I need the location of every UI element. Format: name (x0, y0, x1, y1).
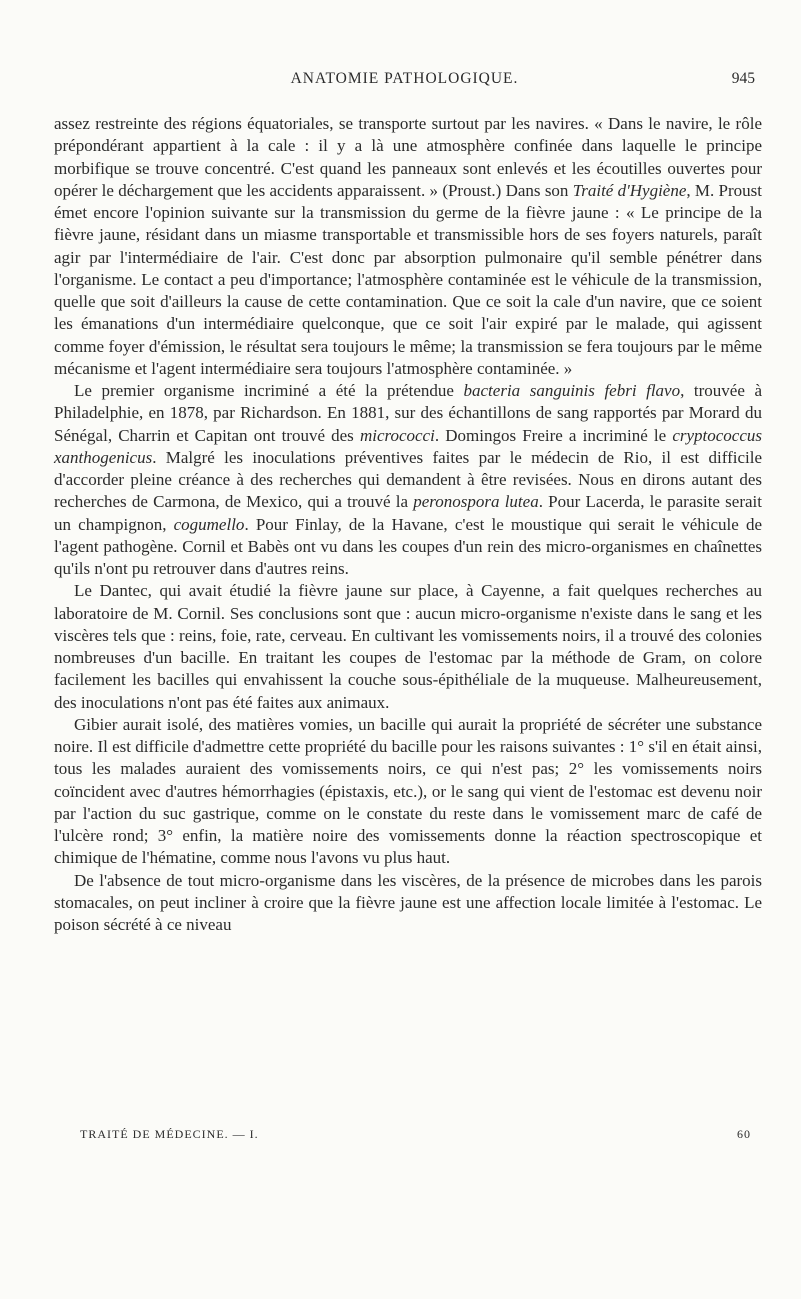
italic-term: cogumello (173, 514, 245, 534)
text-run: . Pour Lacerda, le parasite serait un champignon, (54, 492, 762, 534)
body-text (54, 113, 762, 936)
italic-term: cryptococcus xanthogenicus (54, 425, 762, 467)
text-run: , M. Proust émet encore l'opinion suivante sur la transmission du germe de la fièvre jaune : « Le principe de la fièvre jaune, résidant dans un miasme transportable et transmissible hors de ses foyers naturels, paraît agir par l'intermédiaire de l'air. C'est donc par absorption pulmonaire qu'il semble pénétrer dans l'organisme. Le contact a peu d'importance; l'atmosphère contaminée est le véhicule de la transmission, quelle que soit d'ailleurs la cause de cette contamination. Que ce soit la cale d'un navire, que ce soient les émanations d'un intermédiaire quelconque, que ce soit l'air expiré par le malade, qui agissent comme foyer d'émission, le résultat sera toujours le même; la transmission se fera toujours par le même mécanisme et l'agent intermédiaire sera toujours l'atmosphère contaminée. » (54, 180, 763, 378)
text-run: Le premier organisme incriminé a été la prétendue (74, 381, 464, 400)
paragraph (54, 580, 762, 714)
paragraph (54, 380, 762, 580)
text-run: . Malgré les inoculations préventives faites par le médecin de Rio, il est difficile d'accorder pleine créance à des recherches qui demandent à être revisées. Nous en dirons autant des recherches de Carmona, de Mexico, qui a trouvé la (54, 447, 762, 512)
italic-term: peronospora lutea (413, 492, 539, 512)
text-run: Le Dantec, qui avait étudié la fièvre jaune sur place, à Cayenne, a fait quelques recherches au laboratoire de M. Cornil. Ses conclusions sont que : aucun micro-organisme n'existe dans le sang et les viscères tels que : reins, foie, rate, cerveau. En cultivant les vomissements noirs, il a trouvé des colonies nombreuses d'un bacille. En traitant les coupes de l'estomac par la méthode de Gram, on colore facilement les bacilles qui envahissent la couche sous-épithéliale de la muqueuse. Malheureusement, des inoculations n'ont pas été faites aux animaux. (54, 581, 762, 712)
text-run: , trouvée à Philadelphie, en 1878, par Richardson. En 1881, sur des échantillons de sang rapportés par Morard du Sénégal, Charrin et Capitan ont trouvé des (54, 381, 762, 445)
text-run: assez restreinte des régions équatoriales, se transporte surtout par les navires. « Dans le navire, le rôle prépondérant appartient à la cale : il y a là une atmosphère confinée dans laquelle le principe morbifique se trouve concentré. C'est quand les panneaux sont enlevés et les écoutilles ouvertes pour opérer le déchargement que les accidents apparaissent. » (Proust.) Dans son (54, 114, 762, 200)
printer-signature: TRAITÉ DE MÉDECINE. — I. (80, 1127, 259, 1141)
text-run: . Pour Finlay, de la Havane, c'est le moustique qui serait le véhicule de l'agent pathogène. Cornil et Babès ont vu dans les coupes d'un rein des micro-organismes en chaînettes qu'ils n'ont pu retrouver dans d'autres reins. (54, 514, 762, 578)
paragraph (54, 870, 762, 937)
text-run: De l'absence de tout micro-organisme dans les viscères, de la présence de microbes dans les parois stomacales, on peut incliner à croire que la fièvre jaune est une affection locale limitée à l'estomac. Le poison sécrété à ce niveau (54, 870, 762, 934)
signature-number: 60 (737, 1127, 751, 1141)
text-run: . Domingos Freire a incriminé le (434, 425, 673, 445)
running-header (54, 70, 755, 92)
italic-term: bacteria sanguinis febri flavo (463, 381, 681, 400)
italic-term: micrococci (359, 425, 435, 445)
paragraph (54, 714, 762, 870)
text-run: Gibier aurait isolé, des matières vomies, un bacille qui aurait la propriété de sécréter une substance noire. Il est difficile d'admettre cette propriété du bacille pour les raisons suivantes : 1° s'il en était ainsi, tous les malades auraient des vomissements noirs, ce qui n'est pas; 2° les vomissements noirs coïncident avec d'autres hémorrhagies (épistaxis, etc.), or le sang qui vient de l'estomac est devenu noir par l'action du suc gastrique, comme on le constate du reste dans le vomissement marc de café de l'ulcère rond; 3° enfin, la matière noire des vomissements donne la réaction spectroscopique et chimique de l'hématine, comme nous l'avons vu plus haut. (54, 714, 762, 868)
page-number: 945 (731, 70, 755, 87)
paragraph (54, 113, 762, 380)
page-footer (80, 1127, 751, 1145)
running-title: ANATOMIE PATHOLOGIQUE. (290, 70, 519, 87)
italic-term: Traité d'Hygiène (572, 180, 687, 200)
